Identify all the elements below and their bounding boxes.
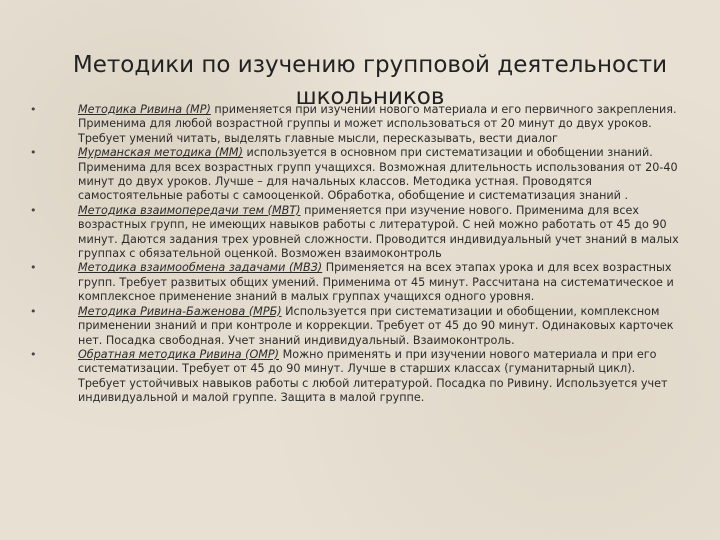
method-name: Методика взаимообмена задачами (МВЗ): [78, 261, 323, 275]
bullet-icon: •: [30, 146, 37, 160]
method-description: Используется при систематизации и обобщении, комплексном применении знаний и при контроле и коррекции. Требует от 45 до 90 минут. Одинаковых карточек нет. Посадка свободная. Учет знаний индивидуальный. Взаимоконтроль.: [78, 304, 674, 347]
slide-title: Методики по изучению групповой деятельности школьников: [72, 52, 668, 111]
bullet-icon: •: [30, 103, 37, 116]
bullet-icon: •: [30, 304, 37, 318]
method-description: применяется при изучение нового. Применима для всех возрастных групп, не имеющих навыков работы с литературой. С ней можно работать от 45 до 90 минут. Даются задания трех уровней сложности. Проводится индивидуальный учет знаний в малых группах с обязательной оценкой. Возможен взаимоконтроль: [78, 203, 679, 261]
method-name: Методика Ривина (МР): [78, 103, 211, 116]
method-name: Методика взаимопередачи тем (МВТ): [78, 203, 301, 217]
list-item: [30, 261, 685, 304]
method-name: Мурманская методика (ММ): [78, 146, 243, 160]
method-name: Методика Ривина-Баженова (МРБ): [78, 304, 282, 318]
bullet-icon: •: [30, 261, 37, 275]
method-name: Обратная методика Ривина (ОМР): [78, 347, 280, 361]
bullet-icon: •: [30, 347, 37, 361]
list-item: [30, 204, 685, 262]
list-item: [30, 103, 685, 146]
method-description: Можно применять и при изучении нового материала и при его систематизации. Требует от 45 до 90 минут. Лучше в старших классах (гуманитарный цикл). Требует устойчивых навыков работы с любой литературой. Посадка по Ривину. Используется учет индивидуальной и малой группе. Защита в малой группе.: [78, 347, 668, 405]
method-description: используется в основном при систематизации и обобщении знаний. Применима для всех возрастных групп учащихся. Возможная длительность использования от 20-40 минут до двух уроков. Лучше – для начальных классов. Методика устная. Проводятся самостоятельные работы с самооценкой. Обработка, обобщение и систематизация знаний .: [78, 146, 678, 203]
list-item: [30, 146, 685, 204]
list-item: [30, 348, 685, 406]
methods-list: [30, 103, 685, 406]
method-description: применяется при изучении нового материала и его первичного закрепления. Применима для любой возрастной группы и может использоваться от 20 минут до двух уроков. Требует умений читать, выделять главные мысли, пересказывать, вести диалог: [78, 103, 677, 145]
bullet-icon: •: [30, 203, 37, 217]
list-item: [30, 305, 685, 348]
method-description: Применяется на всех этапах урока и для всех возрастных групп. Требует развитых общих умений. Применима от 45 минут. Рассчитана на систематическое и комплексное применение знаний в малых группах учащихся одного уровня.: [78, 261, 674, 304]
